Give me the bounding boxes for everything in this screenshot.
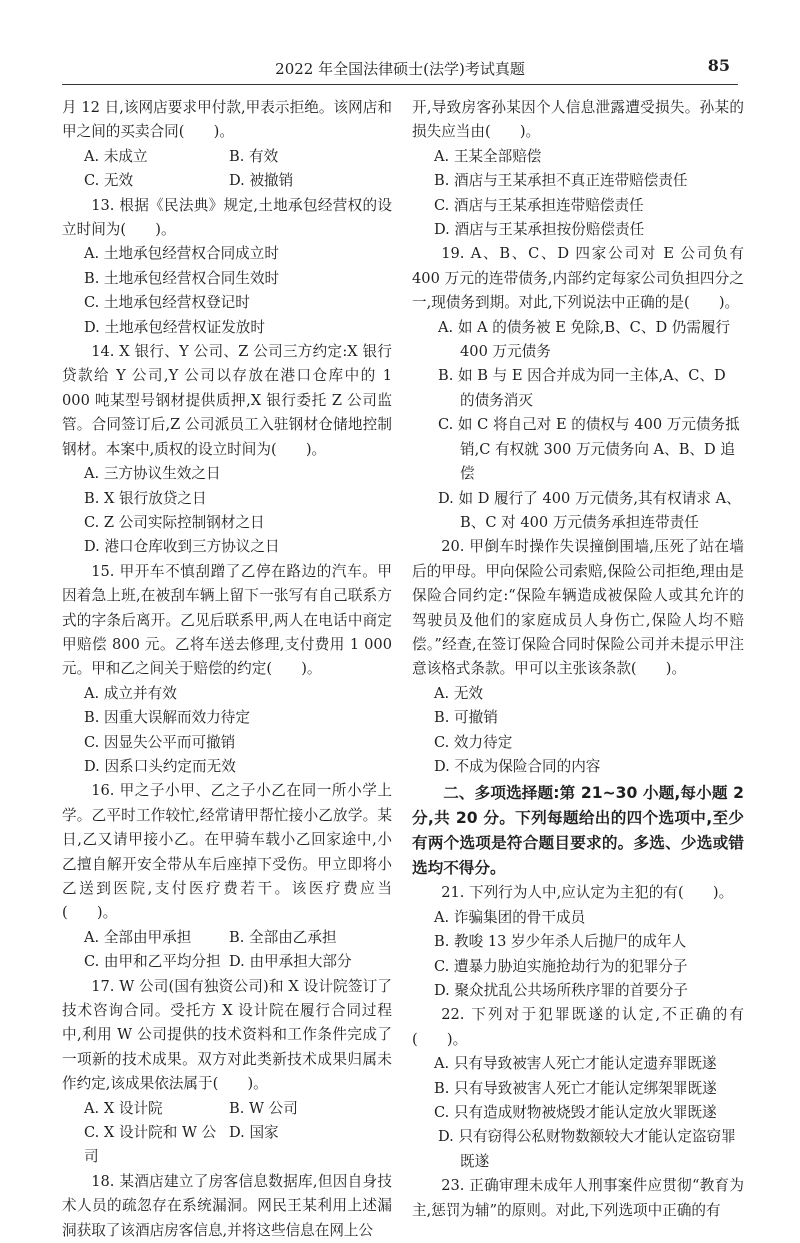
option: B. 可撤销 [434,709,498,727]
option: A. 王某全部赔偿 [434,147,542,165]
option: B. 土地承包经营权合同生效时 [84,269,280,287]
option: B. 酒店与王某承担不真正连带赔偿责任 [434,172,688,190]
option: B. 全部由乙承担 [229,928,337,946]
option: A. 三方协议生效之日 [84,465,221,483]
question-13: 13. 根据《民法典》规定,土地承包经营权的设立时间为( )。 [62,196,392,239]
option: D. 因系口头约定而无效 [84,757,236,775]
question-19: 19. A、B、C、D 四家公司对 E 公司负有 400 万元的连带债务,内部约定每家公司负担四分之一,现债务到期。对此,下列说法中正确的是( )。 [412,245,744,312]
option: D. 土地承包经营权证发放时 [84,318,265,336]
option: C. Z 公司实际控制钢材之日 [84,513,265,531]
option: B. 只有导致被害人死亡才能认定绑架罪既遂 [434,1079,717,1097]
option: D. 国家 [229,1124,279,1142]
question-17-options-row-1 [62,1097,392,1121]
option: C. 土地承包经营权登记时 [84,294,250,312]
section-heading-multiple-choice: 二、多项选择题:第 21~30 小题,每小题 2 分,共 20 分。下列每题给出的四个选项中,至少有两个选项是符合题目要求的。多选、少选或错选均不得分。 [412,784,744,878]
option: C. 效力待定 [434,733,513,751]
question-16-options-row-1 [62,926,392,950]
option: C. 因显失公平而可撤销 [84,733,236,751]
page-header [62,54,738,85]
option: B. W 公司 [229,1099,298,1117]
question-14: 14. X 银行、Y 公司、Z 公司三方约定:X 银行贷款给 Y 公司,Y 公司以存放在港口仓库中的 1 000 吨某型号钢材提供质押,X 银行委托 Z 公司监管。合同签订后,Z 公司派员工入驻钢材仓储地控制钢材。本案中,质权的设立时间为( )。 [62,343,392,458]
option: D. 酒店与王某承担按份赔偿责任 [434,221,645,239]
page-number: 85 [707,56,730,75]
left-column [62,96,392,1243]
question-15: 15. 甲开车不慎刮蹭了乙停在路边的汽车。甲因着急上班,在被刮车辆上留下一张写有自己联系方式的字条后离开。乙见后联系甲,两人在电话中商定甲赔偿 800 元。乙将车送去修理,支付费用 1 000 元。甲和乙之间关于赔偿的约定( )。 [62,562,392,678]
option: C. 遭暴力胁迫实施抢劫行为的犯罪分子 [434,957,688,975]
right-column [412,96,744,1223]
question-12-options-row-1 [62,145,392,169]
option: B. X 银行放贷之日 [84,489,207,507]
option: D. 港口仓库收到三方协议之日 [84,538,280,556]
question-12-options-row-2 [62,169,392,193]
question-17: 17. W 公司(国有独资公司)和 X 设计院签订了技术咨询合同。受托方 X 设计院在履行合同过程中,利用 W 公司提供的技术资料和工作条件完成了一项新的技术成果。双方对此类新技术成果归属未作约定,该成果依法属于( )。 [62,977,392,1093]
option: A. 未成立 [84,147,148,165]
option: B. 教唆 13 岁少年杀人后抛尸的成年人 [434,933,687,951]
option: A. 诈骗集团的骨干成员 [434,908,586,926]
header-title: 2022 年全国法律硕士(法学)考试真题 [275,60,525,78]
option: A. 土地承包经营权合同成立时 [84,245,279,263]
question-20: 20. 甲倒车时操作失误撞倒围墙,压死了站在墙后的甲母。甲向保险公司索赔,保险公司拒绝,理由是保险合同约定:“保险车辆造成被保险人或其允许的驾驶员及他们的家庭成员人身伤亡,保险人均不赔偿。”经查,在签订保险合同时保险公司并未提示甲注意该格式条款。甲可以主张该条款( )。 [412,538,744,678]
question-18: 18. 某酒店建立了房客信息数据库,但因自身技术人员的疏忽存在系统漏洞。网民王某利用上述漏洞获取了该酒店房客信息,并将这些信息在网上公 [62,1172,392,1239]
question-16: 16. 甲之子小甲、乙之子小乙在同一所小学上学。乙平时工作较忙,经常请甲帮忙接小乙放学。某日,乙又请甲接小乙。在甲骑车载小乙回家途中,小乙擅自解开安全带从车后座掉下受伤。甲立即将小乙送到医院,支付医疗费若干。该医疗费应当( )。 [62,782,392,922]
option: A. 如 A 的债务被 E 免除,B、C、D 仍需履行 400 万元债务 [438,318,731,361]
option: B. 如 B 与 E 因合并成为同一主体,A、C、D 的债务消灭 [438,367,726,409]
question-17-options-row-2 [62,1121,392,1170]
option: A. 成立并有效 [84,684,177,702]
question-22: 22. 下列对于犯罪既遂的认定,不正确的有( )。 [412,1006,744,1048]
option: C. 只有造成财物被烧毁才能认定放火罪既遂 [434,1104,717,1122]
option: D. 只有窃得公私财物数额较大才能认定盗窃罪既遂 [438,1128,736,1170]
option: C. 无效 [84,172,134,190]
option: A. 只有导致被害人死亡才能认定遗弃罪既遂 [434,1055,717,1073]
option: C. 酒店与王某承担连带赔偿责任 [434,196,644,214]
question-12-continuation: 月 12 日,该网店要求甲付款,甲表示拒绝。该网店和甲之间的买卖合同( )。 [62,99,392,141]
question-21: 21. 下列行为人中,应认定为主犯的有( )。 [441,884,734,902]
option: A. 无效 [434,684,484,702]
option: C. 由甲和乙平均分担 [84,953,221,971]
question-23: 23. 正确审理未成年人刑事案件应贯彻“教育为主,惩罚为辅”的原则。对此,下列选项中正确的有 [412,1177,744,1219]
option: A. X 设计院 [84,1099,163,1117]
option: B. 有效 [229,147,279,165]
option: D. 不成为保险合同的内容 [434,757,601,775]
option: A. 全部由甲承担 [84,928,192,946]
option: D. 如 D 履行了 400 万元债务,其有权请求 A、B、C 对 400 万元债务承担连带责任 [438,489,741,531]
option: C. X 设计院和 W 公司 [84,1124,217,1166]
option: D. 被撤销 [229,172,294,190]
question-16-options-row-2 [62,950,392,974]
option: D. 由甲承担大部分 [229,953,352,971]
option: B. 因重大误解而效力待定 [84,709,250,727]
question-18-continuation: 开,导致房客孙某因个人信息泄露遭受损失。孙某的损失应当由( )。 [412,99,744,141]
option: D. 聚众扰乱公共场所秩序罪的首要分子 [434,982,688,999]
option: C. 如 C 将自己对 E 的债权与 400 万元债务抵销,C 有权就 300 万元债务向 A、B、D 追偿 [438,416,740,483]
